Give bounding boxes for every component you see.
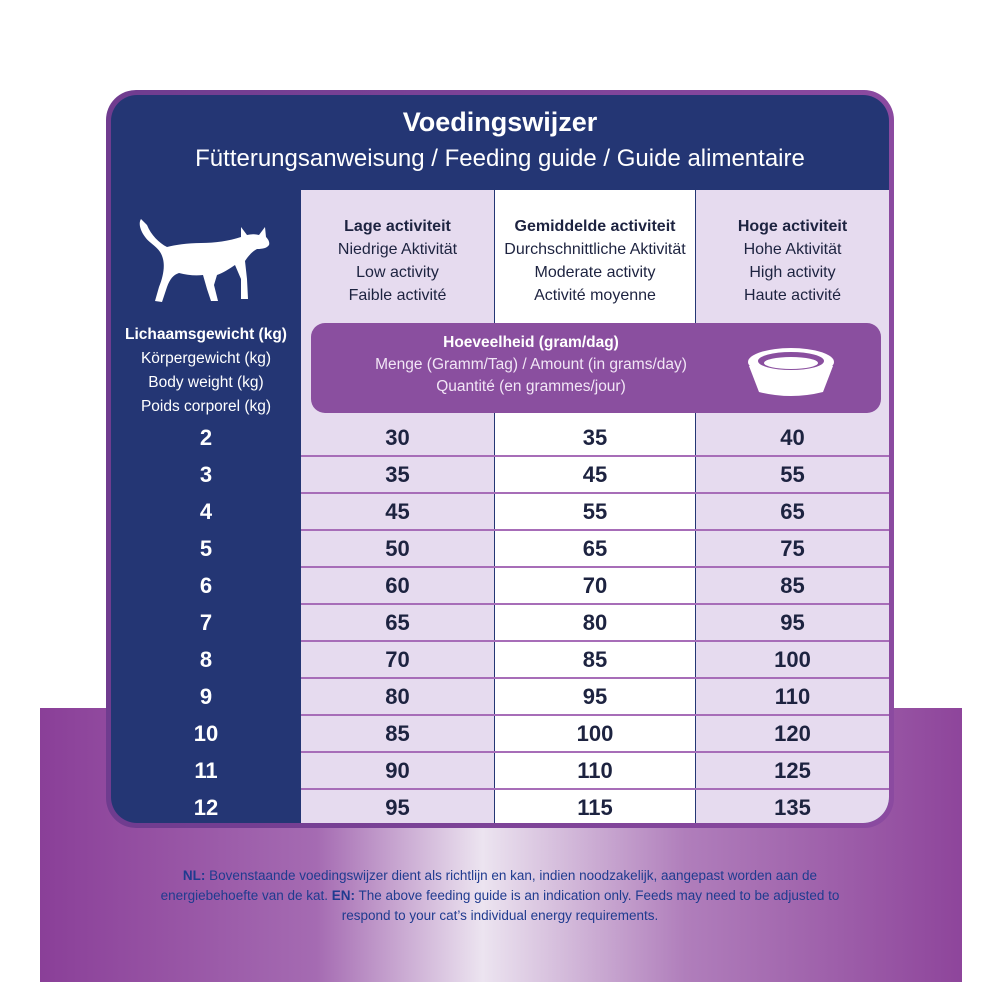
- low-activity-cell: 50: [385, 536, 410, 561]
- amount-label-nl: Hoeveelheid (gram/dag): [443, 334, 619, 351]
- table-row: [111, 604, 889, 641]
- table-row: [111, 789, 889, 823]
- moderate-activity-cell: 55: [582, 499, 608, 524]
- weight-cell: 12: [193, 795, 219, 820]
- note-en-text: The above feeding guide is an indication only. Feeds may need to be adjusted to respond to your cat’s individual energy requirements.: [341, 888, 840, 923]
- high-activity-cell: 110: [774, 684, 811, 709]
- column-header-low: [301, 215, 494, 307]
- column-header-nl: Lage activiteit: [344, 218, 451, 235]
- weight-cell: 10: [193, 721, 219, 746]
- high-activity-cell: 55: [780, 462, 805, 487]
- weight-cell: 11: [194, 758, 218, 783]
- weight-cell: 8: [199, 647, 213, 672]
- high-activity-cell: 125: [774, 758, 811, 783]
- table-row: [111, 530, 889, 567]
- column-header-de: Hohe Aktivität: [743, 241, 842, 258]
- body-weight-de: Körpergewicht (kg): [140, 350, 272, 367]
- low-activity-cell: 95: [385, 795, 410, 820]
- low-activity-cell: 80: [385, 684, 410, 709]
- high-activity-cell: 95: [780, 610, 805, 635]
- table-row: [111, 567, 889, 604]
- high-activity-cell: 135: [774, 795, 811, 820]
- food-bowl-icon: [743, 340, 839, 398]
- amount-banner: [311, 323, 881, 413]
- table-row: [111, 641, 889, 678]
- body-weight-label: [111, 323, 301, 419]
- moderate-activity-cell: 65: [582, 536, 608, 561]
- table-row: [111, 456, 889, 493]
- weight-cell: 7: [199, 610, 213, 635]
- column-header-nl: Hoge activiteit: [737, 218, 848, 235]
- low-activity-cell: 60: [385, 573, 410, 598]
- column-header-de: Durchschnittliche Aktivität: [504, 241, 686, 258]
- column-header-en: High activity: [749, 264, 836, 281]
- table-row: [111, 715, 889, 752]
- amount-label-de-en: Menge (Gramm/Tag) / Amount (in grams/day): [375, 356, 687, 373]
- amount-label-fr: Quantité (en grammes/jour): [436, 378, 626, 395]
- moderate-activity-cell: 85: [582, 647, 608, 672]
- high-activity-cell: 120: [774, 721, 811, 746]
- moderate-activity-cell: 35: [582, 425, 608, 450]
- body-weight-en: Body weight (kg): [148, 374, 264, 391]
- column-header-fr: Haute activité: [744, 287, 841, 304]
- feeding-guide-card: [111, 95, 889, 823]
- low-activity-cell: 70: [385, 647, 410, 672]
- weight-cell: 2: [199, 425, 213, 450]
- low-activity-cell: 90: [385, 758, 410, 783]
- note-nl-label: NL:: [182, 868, 206, 883]
- low-activity-cell: 45: [385, 499, 410, 524]
- column-header-fr: Faible activité: [348, 287, 447, 304]
- table-row: [111, 678, 889, 715]
- moderate-activity-cell: 110: [577, 758, 613, 783]
- high-activity-cell: 100: [774, 647, 811, 672]
- card-header: [111, 95, 889, 190]
- note-en-label: EN:: [331, 888, 356, 903]
- moderate-activity-cell: 80: [582, 610, 608, 635]
- high-activity-cell: 85: [780, 573, 805, 598]
- high-activity-cell: 75: [780, 536, 805, 561]
- weight-cell: 4: [199, 499, 213, 524]
- column-header-en: Low activity: [356, 264, 439, 281]
- moderate-activity-cell: 45: [582, 462, 608, 487]
- low-activity-cell: 65: [385, 610, 410, 635]
- column-header-fr: Activité moyenne: [534, 287, 656, 304]
- note-nl-text: Bovenstaande voedingswijzer dient als richtlijn en kan, indien noodzakelijk, aangepast worden aan de energiebehoefte van de kat.: [160, 868, 818, 903]
- weight-cell: 5: [199, 536, 213, 561]
- page-subtitle: Fütterungsanweisung / Feeding guide / Guide alimentaire: [195, 145, 805, 172]
- disclaimer-note: [140, 866, 860, 926]
- column-header-de: Niedrige Aktivität: [337, 241, 458, 258]
- table-row: [111, 493, 889, 530]
- column-header-moderate: [495, 215, 695, 307]
- low-activity-cell: 85: [385, 721, 410, 746]
- page-title: Voedingswijzer: [402, 107, 598, 137]
- column-header-high: [696, 215, 889, 307]
- body-weight-nl: Lichaamsgewicht (kg): [125, 326, 287, 343]
- body-weight-fr: Poids corporel (kg): [140, 398, 272, 415]
- high-activity-cell: 40: [780, 425, 805, 450]
- weight-cell: 9: [199, 684, 213, 709]
- moderate-activity-cell: 115: [577, 795, 613, 820]
- column-header-nl: Gemiddelde activiteit: [514, 218, 676, 235]
- cat-silhouette-icon: [137, 215, 273, 307]
- moderate-activity-cell: 100: [576, 721, 614, 746]
- moderate-activity-cell: 70: [582, 573, 608, 598]
- column-header-en: Moderate activity: [534, 264, 656, 281]
- low-activity-cell: 35: [385, 462, 410, 487]
- table-row: [111, 752, 889, 789]
- low-activity-cell: 30: [385, 425, 410, 450]
- weight-cell: 3: [199, 462, 213, 487]
- high-activity-cell: 65: [780, 499, 805, 524]
- weight-cell: 6: [199, 573, 213, 598]
- moderate-activity-cell: 95: [582, 684, 608, 709]
- table-row: [111, 419, 889, 456]
